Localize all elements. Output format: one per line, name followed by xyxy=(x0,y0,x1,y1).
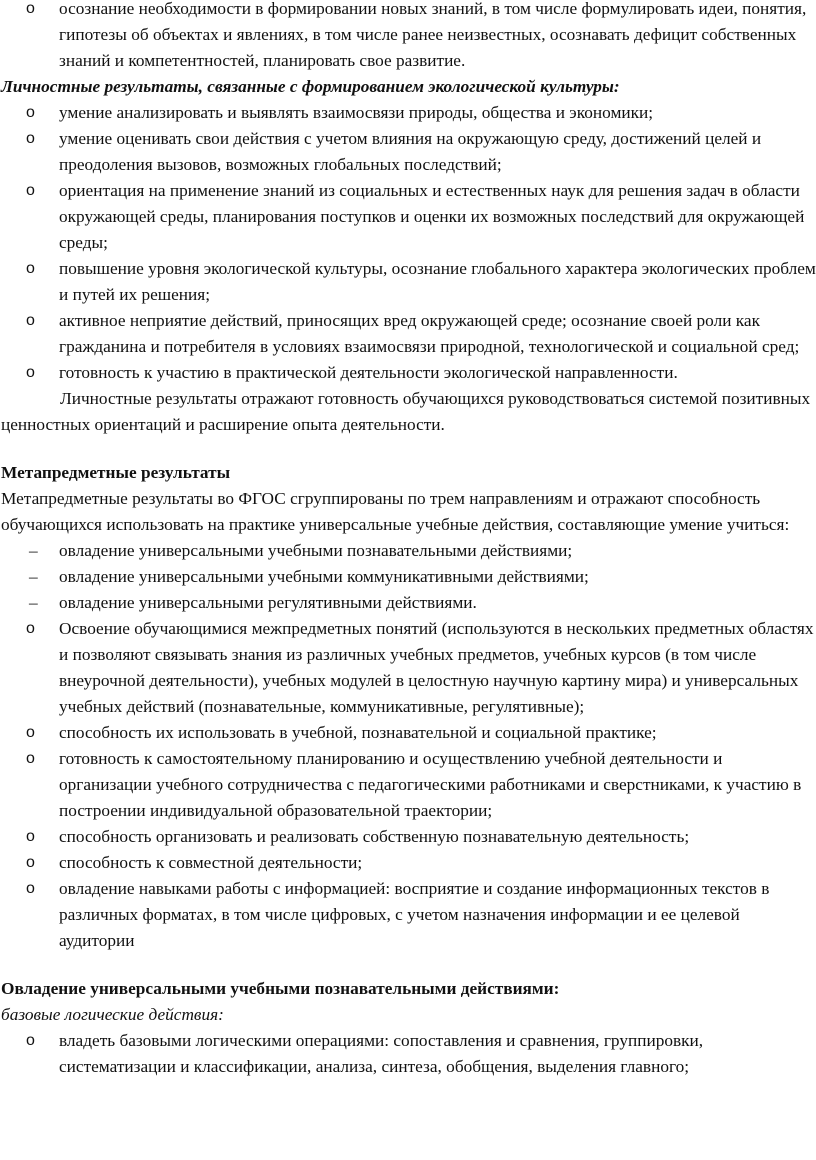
list-item xyxy=(0,0,816,74)
dash-bullet-icon: – xyxy=(29,593,38,612)
list-item xyxy=(0,824,816,850)
cog-heading: Овладение универсальными учебными познавательными действиями: xyxy=(1,979,560,998)
list-item-text: умение оценивать свои действия с учетом влияния на окружающую среду, достижений целей и преодоления вызовов, возможных глобальных последствий; xyxy=(59,129,762,174)
list-item-text: овладение универсальными регулятивными действиями. xyxy=(59,593,477,612)
circle-bullet-icon: o xyxy=(26,0,35,17)
circle-bullet-icon: o xyxy=(26,750,35,767)
circle-bullet-icon: o xyxy=(26,260,35,277)
dash-bullet-icon: – xyxy=(29,541,38,560)
meta-heading: Метапредметные результаты xyxy=(1,463,231,482)
section-spacer xyxy=(0,438,816,460)
list-item-text: осознание необходимости в формировании новых знаний, в том числе формулировать идеи, понятия, гипотезы об объектах и явлениях, в том числе ранее неизвестных, осознавать дефицит собственных знаний и компетентностей, планировать свое развитие. xyxy=(59,0,807,70)
list-item xyxy=(0,590,816,616)
circle-bullet-icon: o xyxy=(26,880,35,897)
list-item-text: активное неприятие действий, приносящих вред окружающей среде; осознание своей роли как гражданина и потребителя в условиях взаимосвязи природной, технологической и социальной сред; xyxy=(59,311,800,356)
list-item xyxy=(0,850,816,876)
circle-bullet-icon: o xyxy=(26,620,35,637)
list-item-text: овладение универсальными учебными коммуникативными действиями; xyxy=(59,567,589,586)
list-item-text: готовность к участию в практической деятельности экологической направленности. xyxy=(59,363,678,382)
list-item xyxy=(0,100,816,126)
eco-heading: Личностные результаты, связанные с формированием экологической культуры: xyxy=(1,77,620,96)
circle-bullet-icon: o xyxy=(26,854,35,871)
list-item-text: способность их использовать в учебной, познавательной и социальной практике; xyxy=(59,723,657,742)
list-item xyxy=(0,178,816,256)
circle-bullet-icon: o xyxy=(26,1032,35,1049)
circle-bullet-icon: o xyxy=(26,182,35,199)
meta-intro-paragraph: Метапредметные результаты во ФГОС сгруппированы по трем направлениям и отражают способность обучающихся использовать на практике универсальные учебные действия, составляющие умение учиться: xyxy=(1,489,790,534)
list-item-text: способность организовать и реализовать собственную познавательную деятельность; xyxy=(59,827,690,846)
circle-bullet-icon: o xyxy=(26,724,35,741)
list-item xyxy=(0,256,816,308)
list-item-text: готовность к самостоятельному планированию и осуществлению учебной деятельности и организации учебного сотрудничества с педагогическими работниками и сверстниками, к участию в построении индивидуальной образовательной траектории; xyxy=(59,749,802,820)
list-item xyxy=(0,308,816,360)
circle-bullet-icon: o xyxy=(26,104,35,121)
list-item xyxy=(0,126,816,178)
list-item-text: способность к совместной деятельности; xyxy=(59,853,363,872)
circle-bullet-icon: o xyxy=(26,130,35,147)
list-item-text: владеть базовыми логическими операциями: сопоставления и сравнения, группировки, систематизации и классификации, анализа, синтеза, обобщения, выделения главного; xyxy=(59,1031,704,1076)
list-item-text: овладение универсальными учебными познавательными действиями; xyxy=(59,541,573,560)
list-item-text: Освоение обучающимися межпредметных понятий (используются в нескольких предметных областях и позволяют связывать знания из различных учебных предметов, учебных курсов (в том числе внеурочной деятельности), учебных модулей в целостную научную картину мира) и универсальных учебных действий (познавательные, коммуникативные, регулятивные); xyxy=(59,619,814,716)
section-spacer xyxy=(0,954,816,976)
list-item-text: овладение навыками работы с информацией: восприятие и создание информационных текстов в различных форматах, в том числе цифровых, с учетом назначения информации и ее целевой аудитории xyxy=(59,879,770,950)
eco-summary-paragraph: Личностные результаты отражают готовность обучающихся руководствоваться системой позитивных ценностных ориентаций и расширение опыта деятельности. xyxy=(1,389,811,434)
circle-bullet-icon: o xyxy=(26,364,35,381)
list-item xyxy=(0,1028,816,1080)
list-item xyxy=(0,720,816,746)
list-item-text: умение анализировать и выявлять взаимосвязи природы, общества и экономики; xyxy=(59,103,654,122)
list-item xyxy=(0,564,816,590)
circle-bullet-icon: o xyxy=(26,312,35,329)
list-item xyxy=(0,746,816,824)
list-item xyxy=(0,876,816,954)
cog-subheading: базовые логические действия: xyxy=(1,1005,224,1024)
circle-bullet-icon: o xyxy=(26,828,35,845)
list-item xyxy=(0,360,816,386)
list-item xyxy=(0,616,816,720)
list-item-text: повышение уровня экологической культуры, осознание глобального характера экологических проблем и путей их решения; xyxy=(59,259,816,304)
list-item-text: ориентация на применение знаний из социальных и естественных наук для решения задач в области окружающей среды, планирования поступков и оценки их возможных последствий для окружающей среды; xyxy=(59,181,805,252)
dash-bullet-icon: – xyxy=(29,567,38,586)
list-item xyxy=(0,538,816,564)
